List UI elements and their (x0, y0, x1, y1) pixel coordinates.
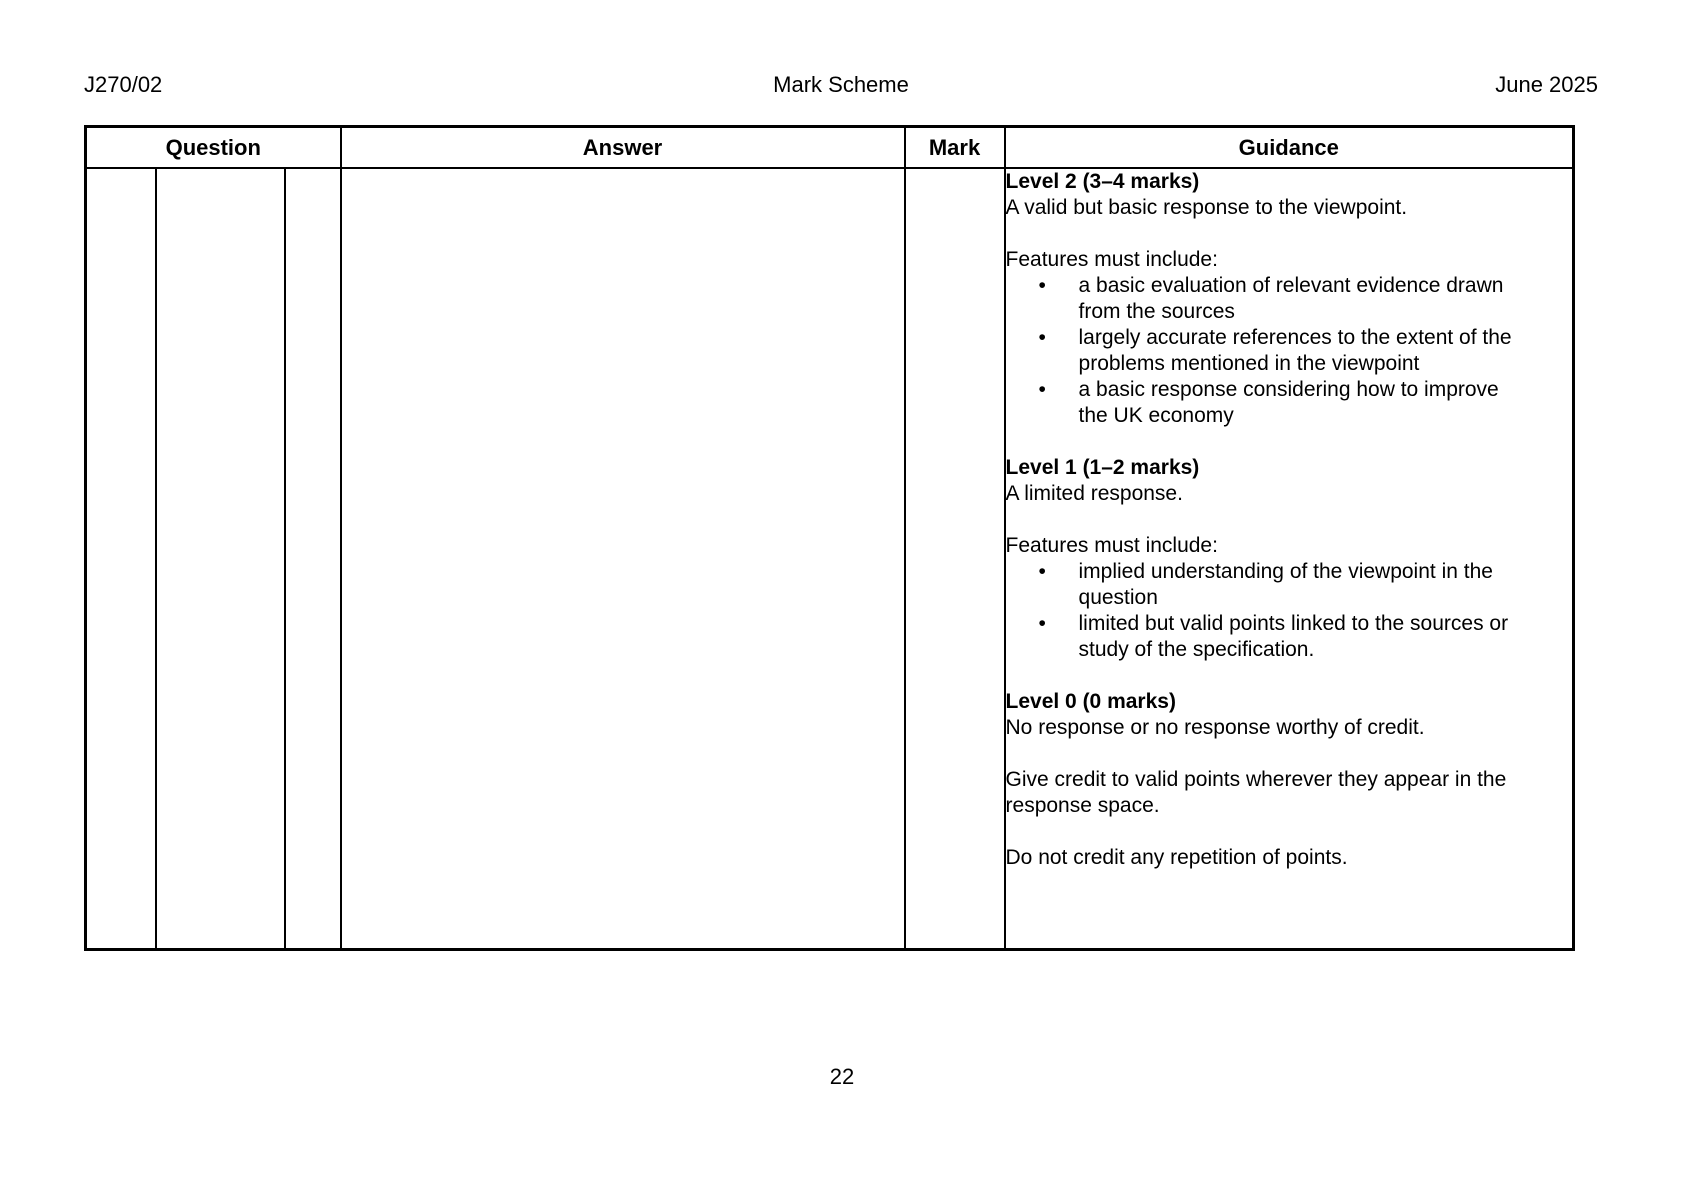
guidance-bullet-lines (1079, 611, 1573, 663)
guidance-level-heading: Level 0 (0 marks) (1005, 690, 1176, 713)
document-title: Mark Scheme (773, 72, 909, 97)
table-body-row (86, 168, 1574, 950)
guidance-text-line: limited but valid points linked to the sources or (1078, 612, 1509, 635)
guidance-text-line: largely accurate references to the extent of the (1078, 326, 1512, 349)
bullet-marker: • (1038, 274, 1046, 297)
column-header-guidance: Guidance (1005, 127, 1574, 169)
guidance-bullet-item (1006, 611, 1573, 663)
guidance-bullet-item (1006, 559, 1573, 611)
page-number: 22 (829, 1064, 855, 1089)
guidance-text-line: No response or no response worthy of credit. (1005, 716, 1425, 739)
paper-code: J270/02 (84, 72, 163, 97)
guidance-bullet-item (1006, 273, 1573, 325)
guidance-text-line: problems mentioned in the viewpoint (1078, 352, 1420, 375)
mark-cell (905, 168, 1005, 950)
guidance-bullet-item (1006, 377, 1573, 429)
guidance-text-line: study of the specification. (1078, 638, 1315, 661)
bullet-marker: • (1038, 612, 1046, 635)
bullet-marker: • (1038, 560, 1046, 583)
guidance-text-line: a basic evaluation of relevant evidence drawn (1078, 274, 1504, 297)
guidance-bullet-lines (1079, 273, 1573, 325)
guidance-text-line: Give credit to valid points wherever they appear in the (1005, 768, 1507, 791)
guidance-text-line: implied understanding of the viewpoint in the (1078, 560, 1493, 583)
guidance-spacer (1006, 741, 1573, 767)
guidance-level-heading: Level 1 (1–2 marks) (1005, 456, 1200, 479)
session-date: June 2025 (1495, 72, 1598, 97)
guidance-text-line: Features must include: (1005, 248, 1218, 271)
guidance-text-line: A valid but basic response to the viewpoint. (1005, 196, 1408, 219)
page-footer (0, 1064, 1684, 1090)
question-subpart-cell (285, 168, 341, 950)
guidance-spacer (1006, 507, 1573, 533)
column-header-mark: Mark (905, 127, 1005, 169)
guidance-text-line: A limited response. (1005, 482, 1183, 505)
answer-cell (341, 168, 905, 950)
guidance-spacer (1006, 221, 1573, 247)
guidance-spacer (1006, 663, 1573, 689)
guidance-bullet-lines (1079, 377, 1573, 429)
guidance-spacer (1006, 429, 1573, 455)
question-number-cell (86, 168, 156, 950)
bullet-marker: • (1038, 326, 1046, 349)
table-header-row (86, 127, 1574, 169)
guidance-text-line: question (1078, 586, 1158, 609)
guidance-level-heading: Level 2 (3–4 marks) (1005, 170, 1200, 193)
column-header-answer: Answer (341, 127, 905, 169)
guidance-text-line: Features must include: (1005, 534, 1218, 557)
guidance-text-line: Do not credit any repetition of points. (1005, 846, 1348, 869)
guidance-text-line: from the sources (1078, 300, 1235, 323)
guidance-text-line: response space. (1005, 794, 1160, 817)
guidance-bullet-lines (1079, 559, 1573, 611)
mark-scheme-table (84, 125, 1575, 951)
guidance-text-line: the UK economy (1078, 404, 1234, 427)
guidance-bullet-lines (1079, 325, 1573, 377)
bullet-marker: • (1038, 378, 1046, 401)
question-part-cell (156, 168, 285, 950)
guidance-cell (1005, 168, 1574, 950)
document-header (84, 72, 1598, 100)
column-header-question: Question (86, 127, 341, 169)
guidance-text-line: a basic response considering how to improve (1078, 378, 1499, 401)
guidance-bullet-item (1006, 325, 1573, 377)
guidance-content (1006, 169, 1573, 871)
guidance-spacer (1006, 819, 1573, 845)
